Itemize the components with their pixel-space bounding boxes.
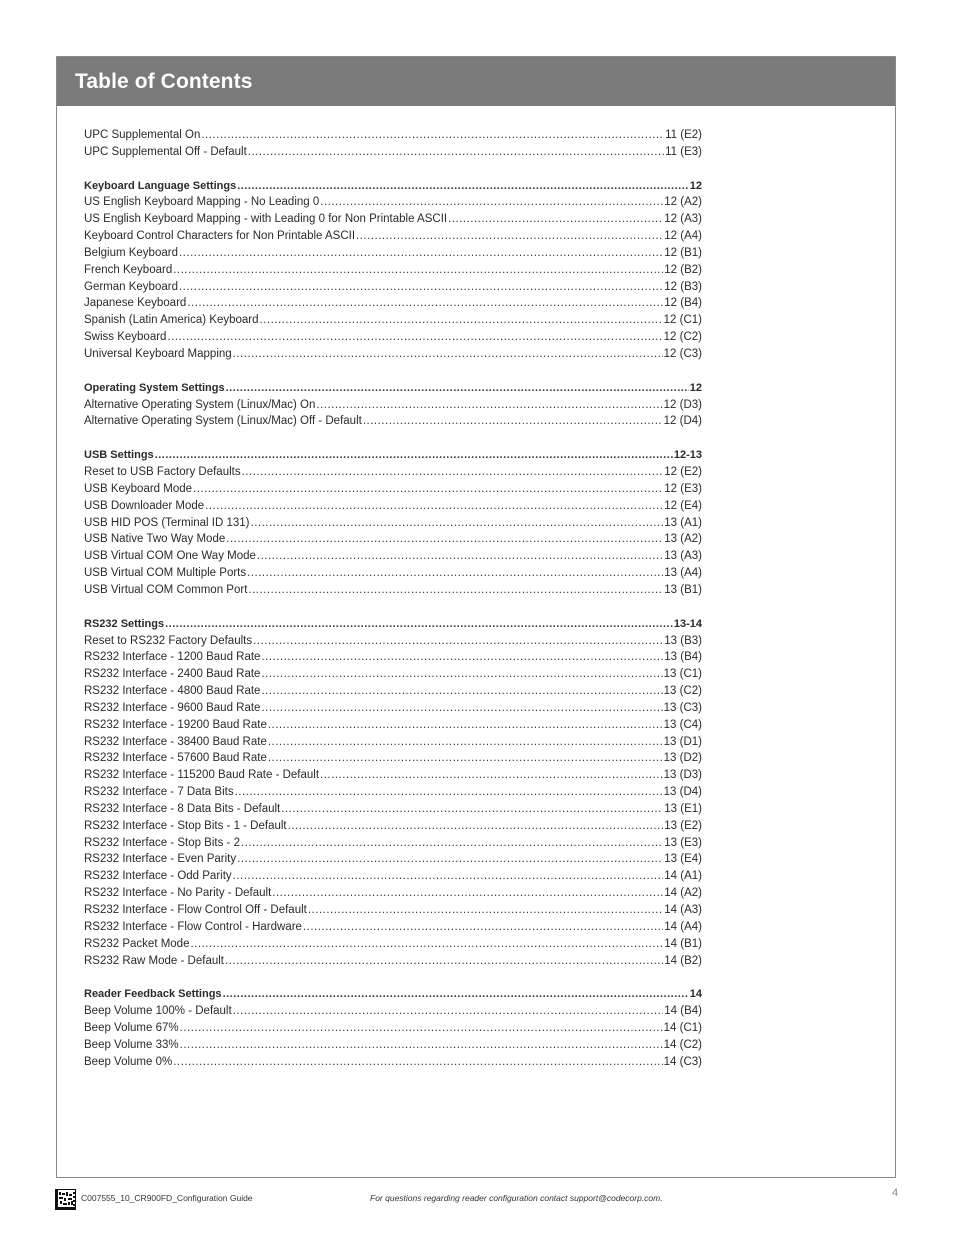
toc-entry-title: RS232 Interface - 4800 Baud Rate	[84, 685, 261, 698]
toc-entry	[84, 144, 702, 161]
toc-entry	[84, 801, 702, 818]
toc-entry-page: 13 (B4)	[664, 651, 702, 664]
toc-entry-title: USB Keyboard Mode	[84, 482, 193, 495]
toc-section	[84, 380, 702, 431]
toc-entry-page: 12 (C2)	[663, 331, 702, 344]
toc-entry-page: 13 (D1)	[663, 735, 702, 748]
toc-entry-title: Beep Volume 67%	[84, 1021, 179, 1034]
dot-leader	[235, 784, 663, 801]
document-id: C007555_10_CR900FD_Configuration Guide	[81, 1193, 253, 1203]
dot-leader	[261, 683, 662, 700]
toc-entry	[84, 481, 702, 498]
toc-entry-title: Japanese Keyboard	[84, 297, 187, 310]
toc-entry-page: 12 (A3)	[664, 213, 702, 226]
toc-entry-title: RS232 Packet Mode	[84, 937, 190, 950]
toc-entry-title: Beep Volume 100% - Default	[84, 1005, 232, 1018]
toc-entry-title: Belgium Keyboard	[84, 246, 178, 259]
dot-leader	[226, 380, 689, 397]
toc-heading-title: Keyboard Language Settings	[84, 179, 237, 192]
toc-entry-title: RS232 Interface - Even Parity	[84, 853, 237, 866]
dot-leader	[308, 902, 663, 919]
toc-entry-title: RS232 Interface - 8 Data Bits - Default	[84, 802, 281, 815]
toc-entry	[84, 683, 702, 700]
toc-entry	[84, 902, 702, 919]
toc-entry-page: 13 (E3)	[664, 836, 702, 849]
page-title: Table of Contents	[75, 70, 253, 93]
toc-entry-page: 11 (E3)	[665, 145, 702, 158]
toc-entry-title: RS232 Interface - Flow Control Off - Default	[84, 904, 307, 916]
toc-entry-title: Alternative Operating System (Linux/Mac) On	[84, 398, 316, 411]
toc-entry-page: 12 (E2)	[664, 466, 702, 479]
dot-leader	[320, 767, 663, 784]
toc-entry-title: Swiss Keyboard	[84, 331, 167, 344]
dot-leader	[248, 582, 663, 599]
toc-entry-title: RS232 Interface - 2400 Baud Rate	[84, 668, 261, 681]
dot-leader	[226, 531, 663, 548]
toc-entry-page: 13 (E1)	[664, 802, 702, 815]
data-matrix-icon	[56, 1190, 75, 1209]
toc-entry	[84, 868, 702, 885]
toc-entry-title: US English Keyboard Mapping - No Leading 0	[84, 196, 320, 209]
dot-leader	[253, 633, 663, 650]
toc-entry	[84, 784, 702, 801]
toc-entry-page: 14 (B4)	[664, 1005, 702, 1018]
toc-entry	[84, 211, 702, 228]
toc-entry-page: 12 (A4)	[664, 230, 702, 243]
toc-heading-title: USB Settings	[84, 449, 154, 462]
dot-leader	[155, 447, 673, 464]
toc-entry-title: Keyboard Control Characters for Non Printable ASCII	[84, 230, 356, 243]
toc-entry	[84, 413, 702, 430]
toc-entry-page: 13 (A4)	[664, 567, 702, 580]
toc-entry-page: 14 (A1)	[664, 870, 702, 883]
dot-leader	[225, 953, 663, 970]
dot-leader	[205, 498, 663, 515]
dot-leader	[363, 413, 663, 430]
toc-entry-title: USB HID POS (Terminal ID 131)	[84, 516, 250, 529]
dot-leader	[251, 515, 664, 532]
dot-leader	[165, 616, 673, 633]
toc-entry	[84, 464, 702, 481]
toc-heading-page: 14	[689, 988, 702, 1001]
table-of-contents	[84, 127, 702, 1087]
toc-entry-title: RS232 Interface - Odd Parity	[84, 870, 232, 883]
toc-entry-page: 13 (C2)	[663, 685, 702, 698]
dot-leader	[223, 986, 689, 1003]
toc-entry-title: UPC Supplemental On	[84, 129, 201, 141]
dot-leader	[187, 295, 663, 312]
toc-heading-page: 12	[689, 381, 702, 394]
dot-leader	[173, 262, 663, 279]
dot-leader	[248, 144, 664, 161]
toc-entry-title: Reset to RS232 Factory Defaults	[84, 634, 253, 647]
toc-entry-page: 12 (B1)	[664, 246, 702, 259]
dot-leader	[261, 700, 662, 717]
toc-entry-page: 13 (A3)	[664, 550, 702, 563]
toc-entry-title: Beep Volume 33%	[84, 1038, 179, 1051]
toc-entry	[84, 312, 702, 329]
toc-section-heading	[84, 616, 702, 633]
toc-entry-title: RS232 Interface - Stop Bits - 2	[84, 836, 240, 849]
toc-entry-page: 12 (B4)	[664, 297, 702, 310]
toc-entry	[84, 279, 702, 296]
toc-entry-title: USB Virtual COM Multiple Ports	[84, 567, 247, 580]
dot-leader	[167, 329, 662, 346]
toc-entry	[84, 1037, 702, 1054]
toc-section	[84, 616, 702, 970]
dot-leader	[180, 1020, 663, 1037]
toc-entry-title: RS232 Interface - 1200 Baud Rate	[84, 651, 261, 664]
toc-entry-title: UPC Supplemental Off - Default	[84, 145, 247, 158]
toc-heading-title: RS232 Settings	[84, 617, 165, 630]
toc-entry-page: 14 (B1)	[664, 937, 702, 950]
toc-entry-title: USB Downloader Mode	[84, 499, 205, 512]
dot-leader	[268, 734, 663, 751]
dot-leader	[179, 245, 663, 262]
toc-entry-title: RS232 Interface - 19200 Baud Rate	[84, 718, 267, 731]
dot-leader	[261, 649, 663, 666]
dot-leader	[247, 565, 663, 582]
toc-entry-page: 13 (D3)	[663, 769, 702, 782]
dot-leader	[179, 279, 663, 296]
dot-leader	[268, 717, 663, 734]
toc-entry-page: 12 (C1)	[663, 314, 702, 327]
toc-entry-title: USB Virtual COM Common Port	[84, 583, 248, 596]
toc-entry-page: 14 (A3)	[664, 904, 702, 916]
toc-entry-title: RS232 Interface - 7 Data Bits	[84, 786, 234, 799]
toc-heading-page: 12-13	[673, 449, 702, 462]
toc-entry-page: 14 (B2)	[664, 954, 702, 967]
dot-leader	[201, 127, 664, 144]
dot-leader	[448, 211, 663, 228]
toc-entry-page: 14 (A4)	[664, 920, 702, 933]
toc-entry-page: 12 (C3)	[663, 348, 702, 361]
toc-entry-page: 13 (E2)	[664, 819, 702, 832]
toc-entry	[84, 245, 702, 262]
toc-entry	[84, 750, 702, 767]
toc-entry	[84, 346, 702, 363]
toc-entry	[84, 919, 702, 936]
toc-entry-title: French Keyboard	[84, 263, 173, 276]
toc-entry-title: RS232 Interface - Flow Control - Hardware	[84, 920, 302, 933]
toc-entry-title: RS232 Interface - No Parity - Default	[84, 887, 272, 900]
toc-entry	[84, 835, 702, 852]
toc-entry	[84, 953, 702, 970]
toc-entry	[84, 228, 702, 245]
toc-entry-title: USB Virtual COM One Way Mode	[84, 550, 256, 563]
toc-entry	[84, 700, 702, 717]
page-frame	[56, 56, 896, 1178]
toc-entry	[84, 262, 702, 279]
dot-leader	[173, 1054, 662, 1071]
toc-entry	[84, 649, 702, 666]
toc-entry-page: 13 (D2)	[663, 752, 702, 765]
toc-heading-page: 13-14	[673, 617, 702, 630]
toc-section-heading	[84, 447, 702, 464]
toc-entry-title: USB Native Two Way Mode	[84, 533, 226, 546]
toc-entry	[84, 1003, 702, 1020]
page-number: 4	[892, 1187, 899, 1199]
toc-entry-page: 13 (C4)	[663, 718, 702, 731]
section-header	[57, 57, 895, 106]
toc-heading-title: Reader Feedback Settings	[84, 988, 222, 1001]
toc-entry-page: 14 (A2)	[664, 887, 702, 900]
toc-entry	[84, 1054, 702, 1071]
toc-entry	[84, 548, 702, 565]
toc-entry-title: Beep Volume 0%	[84, 1055, 173, 1068]
toc-entry	[84, 734, 702, 751]
toc-entry	[84, 295, 702, 312]
dot-leader	[288, 818, 664, 835]
toc-section-heading	[84, 178, 702, 195]
dot-leader	[237, 178, 689, 195]
toc-section	[84, 986, 702, 1070]
toc-entry-title: US English Keyboard Mapping - with Leading 0 for Non Printable ASCII	[84, 213, 448, 226]
toc-entry	[84, 498, 702, 515]
dot-leader	[193, 481, 663, 498]
toc-entry	[84, 565, 702, 582]
toc-entry-title: RS232 Interface - 115200 Baud Rate - Default	[84, 769, 320, 782]
toc-entry	[84, 397, 702, 414]
toc-entry	[84, 633, 702, 650]
toc-entry-page: 14 (C3)	[663, 1055, 702, 1068]
toc-entry-page: 14 (C2)	[663, 1038, 702, 1051]
toc-entry-title: Spanish (Latin America) Keyboard	[84, 314, 259, 327]
dot-leader	[281, 801, 663, 818]
toc-entry-page: 12 (A2)	[664, 196, 702, 209]
toc-entry-title: RS232 Interface - Stop Bits - 1 - Default	[84, 819, 287, 832]
toc-entry-page: 12 (D4)	[663, 415, 702, 428]
dot-leader	[316, 397, 662, 414]
toc-entry	[84, 936, 702, 953]
data-matrix-graphic	[56, 1190, 75, 1209]
dot-leader	[242, 464, 664, 481]
toc-entry	[84, 717, 702, 734]
toc-entry-page: 12 (D3)	[663, 398, 702, 411]
dot-leader	[303, 919, 663, 936]
toc-entry-title: Universal Keyboard Mapping	[84, 348, 232, 361]
dot-leader	[180, 1037, 663, 1054]
toc-section	[84, 447, 702, 599]
toc-entry-page: 14 (C1)	[663, 1021, 702, 1034]
dot-leader	[356, 228, 663, 245]
toc-section	[84, 127, 702, 161]
toc-entry-title: RS232 Interface - 57600 Baud Rate	[84, 752, 267, 765]
dot-leader	[190, 936, 663, 953]
toc-entry	[84, 531, 702, 548]
toc-entry-page: 13 (B1)	[664, 583, 702, 596]
toc-entry-title: RS232 Interface - 9600 Baud Rate	[84, 701, 261, 714]
toc-entry-page: 12 (E3)	[664, 482, 702, 495]
toc-entry	[84, 885, 702, 902]
toc-entry	[84, 851, 702, 868]
toc-entry-page: 13 (D4)	[663, 786, 702, 799]
toc-entry	[84, 329, 702, 346]
dot-leader	[233, 1003, 664, 1020]
dot-leader	[320, 194, 663, 211]
toc-entry	[84, 818, 702, 835]
toc-section-heading	[84, 380, 702, 397]
toc-entry	[84, 767, 702, 784]
toc-entry-title: RS232 Raw Mode - Default	[84, 954, 224, 967]
toc-entry-page: 11 (E2)	[665, 129, 702, 141]
toc-entry	[84, 194, 702, 211]
toc-entry	[84, 666, 702, 683]
toc-entry-title: Reset to USB Factory Defaults	[84, 466, 241, 479]
support-contact: For questions regarding reader configuration contact support@codecorp.com.	[370, 1193, 663, 1203]
dot-leader	[233, 868, 664, 885]
toc-entry-page: 13 (B3)	[664, 634, 702, 647]
toc-heading-page: 12	[689, 179, 702, 192]
dot-leader	[257, 548, 663, 565]
dot-leader	[233, 346, 663, 363]
toc-entry-title: RS232 Interface - 38400 Baud Rate	[84, 735, 267, 748]
toc-entry	[84, 1020, 702, 1037]
dot-leader	[261, 666, 662, 683]
toc-entry	[84, 582, 702, 599]
toc-entry	[84, 515, 702, 532]
toc-entry-page: 13 (C1)	[663, 668, 702, 681]
dot-leader	[241, 835, 663, 852]
toc-entry-page: 13 (A1)	[664, 516, 702, 529]
toc-entry-page: 12 (E4)	[664, 499, 702, 512]
toc-section	[84, 178, 702, 363]
dot-leader	[268, 750, 663, 767]
dot-leader	[237, 851, 663, 868]
toc-heading-title: Operating System Settings	[84, 381, 225, 394]
toc-entry-page: 12 (B2)	[664, 263, 702, 276]
dot-leader	[272, 885, 663, 902]
dot-leader	[260, 312, 663, 329]
toc-entry-title: German Keyboard	[84, 280, 178, 293]
toc-entry-page: 13 (E4)	[664, 853, 702, 866]
toc-entry-page: 13 (C3)	[663, 701, 702, 714]
toc-section-heading	[84, 986, 702, 1003]
toc-entry-page: 12 (B3)	[664, 280, 702, 293]
toc-entry-page: 13 (A2)	[664, 533, 702, 546]
toc-entry-title: Alternative Operating System (Linux/Mac) Off - Default	[84, 415, 362, 428]
toc-entry	[84, 127, 702, 144]
